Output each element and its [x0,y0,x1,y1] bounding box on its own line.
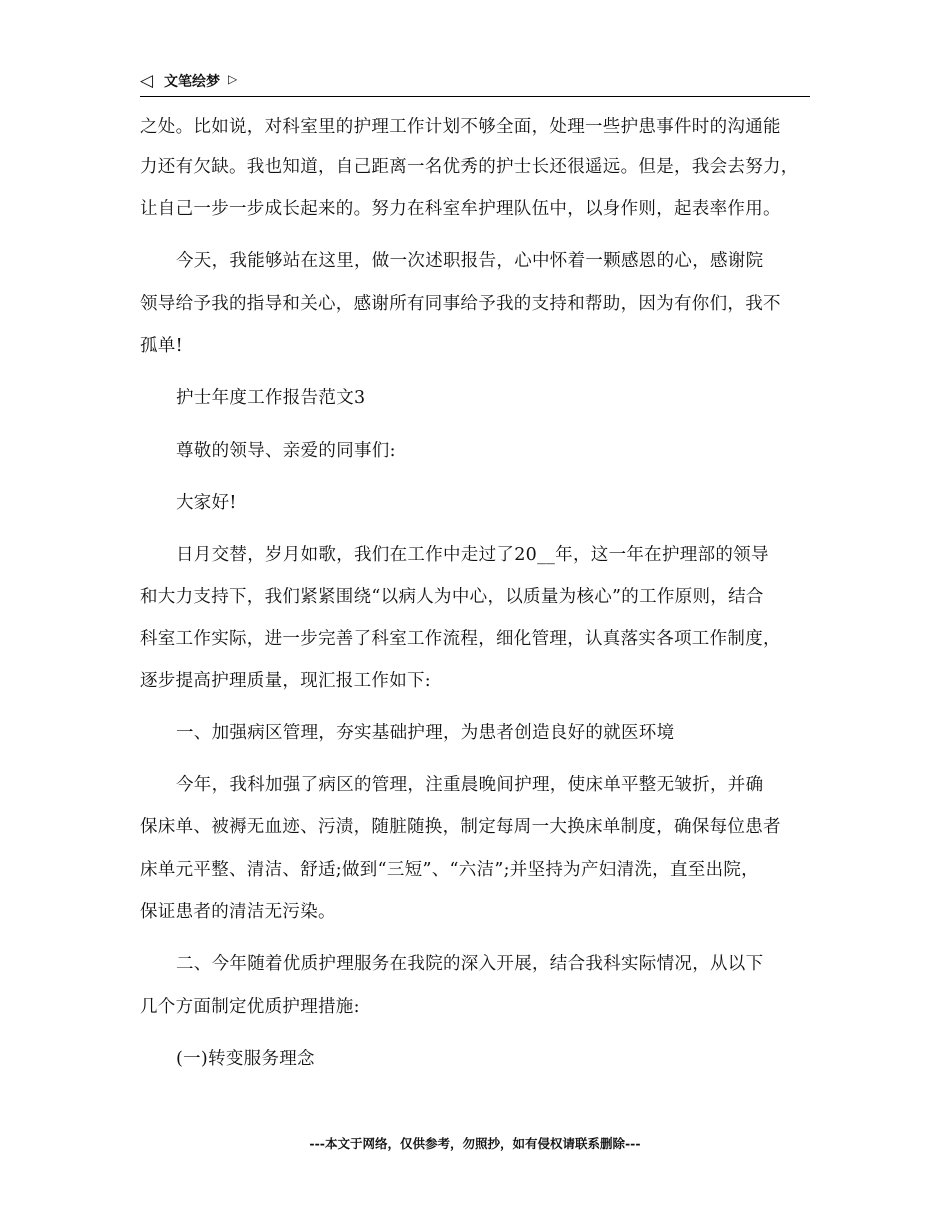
footer-disclaimer: ---本文于网络，仅供参考，勿照抄，如有侵权请联系删除--- [309,1136,641,1151]
body-line: 孤单! [140,336,183,356]
body-line: 科室工作实际，进一步完善了科室工作流程，细化管理，认真落实各项工作制度， [140,629,781,649]
triangle-right-icon: ▷ [228,72,238,86]
body-line: 床单元平整、清洁、舒适;做到“三短”、“六洁”;并坚持为产妇清洗，直至出院， [140,860,759,880]
section-heading: 二、今年随着优质护理服务在我院的深入开展，结合我科实际情况，从以下 [176,954,764,974]
body-line: 领导给予我的指导和关心，感谢所有同事给予我的支持和帮助，因为有你们，我不 [140,294,781,314]
body-line: 逐步提高护理质量，现汇报工作如下: [140,671,431,691]
salutation: 尊敬的领导、亲爱的同事们: [176,441,396,461]
body-line: 和大力支持下，我们紧紧围绕“以病人为中心，以质量为核心”的工作原则，结合 [140,587,764,607]
body-line: 让自己一步一步成长起来的。努力在科室牟护理队伍中，以身作则，起表率作用。 [140,199,781,219]
section-heading: 护士年度工作报告范文3 [176,388,366,408]
body-line: 今年，我科加强了病区的管理，注重晨晚间护理，使床单平整无皱折，并确 [176,775,764,795]
body-line: 保证患者的清洁无污染。 [140,902,336,922]
greeting: 大家好! [176,493,237,513]
body-line: 几个方面制定优质护理措施: [140,997,360,1017]
body-line: 保床单、被褥无血迹、污渍，随脏随换，制定每周一大换床单制度，确保每位患者 [140,817,781,837]
subsection-heading: (一)转变服务理念 [176,1049,315,1069]
brand-name: 文笔绘梦 [164,74,220,90]
body-line: 今天，我能够站在这里，做一次述职报告，心中怀着一颗感恩的心，感谢院 [176,251,764,271]
triangle-left-icon: ◁ [140,71,154,91]
body-line: 力还有欠缺。我也知道，自己距离一名优秀的护士长还很遥远。但是，我会去努力， [140,157,799,177]
section-heading: 一、加强病区管理，夯实基础护理，为患者创造良好的就医环境 [176,723,675,743]
body-line: 之处。比如说，对科室里的护理工作计划不够全面，处理一些护患事件时的沟通能 [140,117,781,137]
body-line: 日月交替，岁月如歌，我们在工作中走过了20__年，这一年在护理部的领导 [176,545,769,565]
